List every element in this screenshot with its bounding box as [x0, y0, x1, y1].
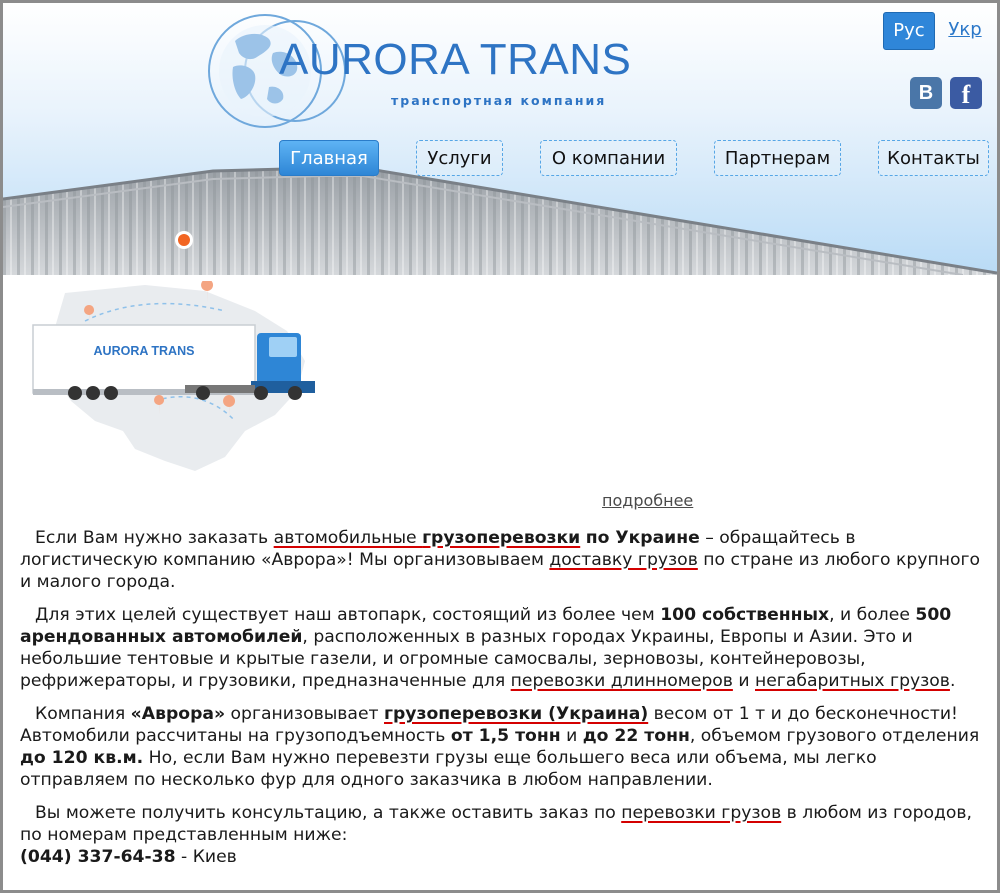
- text: Вы можете получить консультацию, а также оставить заказ по: [35, 803, 622, 823]
- phone-number[interactable]: (044) 337-64-38: [20, 847, 176, 867]
- paragraph-fleet: [20, 604, 982, 692]
- paragraph-intro: [20, 527, 982, 593]
- text: и: [732, 671, 755, 691]
- link-oversized-cargo[interactable]: негабаритных грузов: [755, 671, 950, 691]
- facebook-icon[interactable]: [950, 77, 982, 109]
- bold-text: 100 собственных: [660, 605, 830, 625]
- text: Для этих целей существует наш автопарк, состоящий из более чем: [35, 605, 661, 625]
- bold-text: по Украине: [585, 528, 700, 548]
- ukraine-map-truck-illustration: [25, 281, 325, 477]
- nav-partners-tab[interactable]: Партнерам: [714, 140, 841, 176]
- text: организовывает: [225, 704, 385, 724]
- language-ru-button[interactable]: Рус: [883, 12, 935, 50]
- promo-truck-banner[interactable]: [25, 281, 325, 477]
- logo-title: AURORA TRANS: [279, 35, 632, 84]
- text: .: [949, 671, 956, 691]
- site-header: [3, 3, 997, 275]
- link-auto-freight-part1: автомобильные: [273, 528, 423, 548]
- logo-subtitle: транспортная компания: [391, 93, 607, 108]
- phone-kiev: [20, 846, 982, 868]
- bold-text: до 22 тонн: [582, 726, 690, 746]
- link-cargo-transport[interactable]: перевозки грузов: [621, 803, 782, 823]
- phone-city: - Киев: [175, 847, 237, 867]
- facebook-icon-glyph: f: [961, 80, 971, 109]
- text: , и более: [829, 605, 916, 625]
- text: и: [560, 726, 583, 746]
- paragraph-contact: [20, 802, 982, 846]
- link-auto-freight[interactable]: [274, 528, 581, 548]
- link-cargo-delivery[interactable]: доставку грузов: [549, 550, 698, 570]
- nav-services-tab[interactable]: Услуги: [416, 140, 503, 176]
- site-logo[interactable]: [203, 13, 663, 131]
- nav-about-tab[interactable]: О компании: [540, 140, 677, 176]
- link-freight-ukraine[interactable]: грузоперевозки (Украина): [384, 704, 649, 724]
- bold-text: до 120 кв.м.: [20, 748, 144, 768]
- link-auto-freight-part2: грузоперевозки: [422, 528, 581, 548]
- truck-label: AURORA TRANS: [93, 344, 195, 358]
- main-content: [20, 527, 982, 868]
- paragraph-capacity: [20, 703, 982, 791]
- text: по стране из любого крупного и малого города.: [20, 550, 981, 592]
- bold-text: 500 арендованных автомобилей: [20, 605, 952, 647]
- more-details-link[interactable]: подробнее: [602, 491, 694, 510]
- bold-text: «Аврора»: [130, 704, 226, 724]
- text: Компания: [35, 704, 131, 724]
- text: Если Вам нужно заказать: [35, 528, 274, 548]
- location-marker-icon: [175, 231, 193, 249]
- nav-contacts-tab[interactable]: Контакты: [878, 140, 989, 176]
- text: Но, если Вам нужно перевезти грузы еще большего веса или объема, мы легко отправляем по несколько фур для одного заказчика в любом направлении.: [20, 748, 877, 790]
- text: – обращайтесь в логистическую компанию «Аврора»! Мы организовываем: [20, 528, 856, 570]
- vk-icon[interactable]: [910, 77, 942, 109]
- text: в любом из городов, по номерам представленным ниже:: [20, 803, 972, 845]
- bold-text: от 1,5 тонн: [450, 726, 561, 746]
- nav-home-tab[interactable]: Главная: [279, 140, 379, 176]
- link-long-vehicle-transport[interactable]: перевозки длинномеров: [510, 671, 733, 691]
- language-ua-link[interactable]: Укр: [948, 19, 982, 40]
- text: весом от 1 т и до бесконечности! Автомобили рассчитаны на грузоподъемность: [20, 704, 958, 746]
- text: , расположенных в разных городах Украины, Европы и Азии. Это и небольшие тентовые и крытые газели, и огромные самосвалы, зерновозы, контейнеровозы, рефрижераторы, и грузовики, предназначенные для: [20, 627, 913, 691]
- text: , объемом грузового отделения: [689, 726, 980, 746]
- vk-icon-glyph: B: [918, 82, 934, 104]
